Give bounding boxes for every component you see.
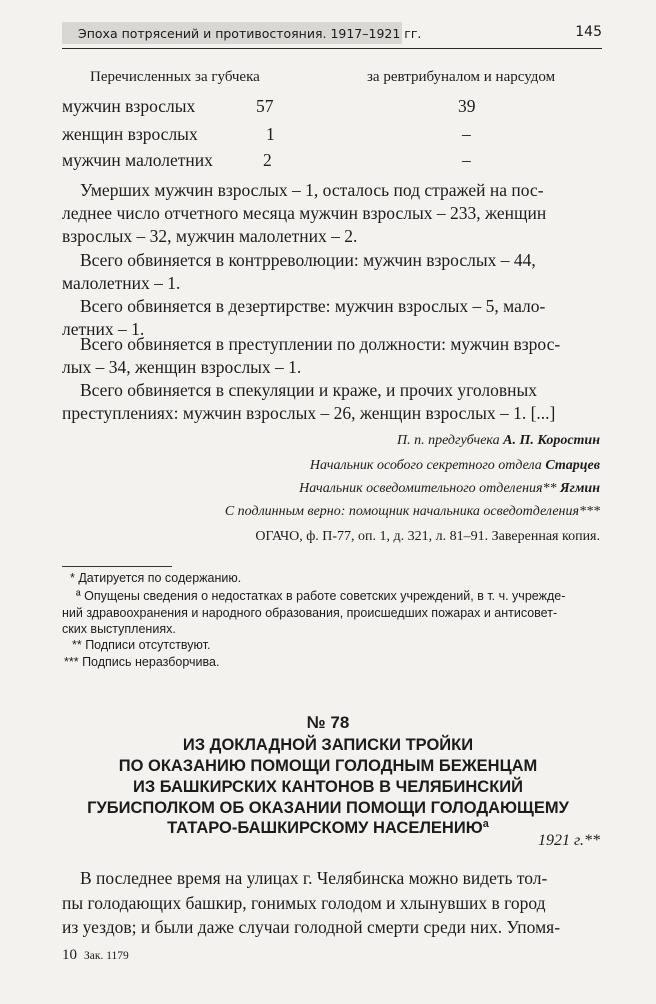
paragraph-line: Всего обвиняется в преступлении по должности: мужчин взрос-	[80, 334, 561, 354]
paragraph-line: лых – 34, женщин взрослых – 1.	[62, 357, 302, 377]
running-header	[62, 22, 602, 49]
signature-role: С подлинным верно: помощник начальника осведотделения***	[224, 504, 600, 519]
signature-name: Ягмин	[560, 481, 600, 496]
footnote: ª Опущены сведения о недостатках в работе советских учреждений, в т. ч. учрежде-	[76, 589, 566, 603]
print-order: Зак. 1179	[84, 950, 129, 962]
paragraph-line: Всего обвиняется в контрреволюции: мужчин взрослых – 44,	[80, 250, 536, 270]
table-row-value: 1	[266, 124, 275, 144]
paragraph-line: пы голодающих башкир, гонимых голодом и хлынувших в город	[62, 893, 546, 913]
running-title: Эпоха потрясений и противостояния. 1917–1921 гг.	[78, 26, 422, 41]
signature-line	[299, 481, 600, 497]
archive-reference: ОГАЧО, ф. П-77, оп. 1, д. 321, л. 81–91. Заверенная копия.	[255, 529, 600, 544]
table-row-value: 2	[263, 150, 272, 170]
paragraph-line: Умерших мужчин взрослых – 1, осталось под стражей на пос-	[80, 180, 544, 200]
table-row-value: –	[462, 150, 471, 170]
table-col1-head: Перечисленных за губчека	[90, 69, 260, 85]
paragraph-line: леднее число отчетного месяца мужчин взрослых – 233, женщин	[62, 203, 547, 223]
document-number: № 78	[306, 713, 350, 732]
document-date: 1921 г.**	[537, 832, 600, 849]
table-row-label: женщин взрослых	[62, 124, 198, 144]
footnote-rule	[62, 566, 172, 567]
signature-line	[225, 504, 600, 520]
paragraph-line: преступлениях: мужчин взрослых – 26, женщин взрослых – 1. [...]	[62, 403, 556, 423]
signature-line	[310, 458, 600, 474]
document-title-line: ГУБИСПОЛКОМ ОБ ОКАЗАНИИ ПОМОЩИ ГОЛОДАЮЩЕМУ	[87, 799, 569, 817]
table-row-value: –	[462, 124, 471, 144]
signature-name: Старцев	[545, 458, 600, 473]
table-row-value: 57	[256, 96, 274, 116]
table-row-label: мужчин малолетних	[62, 150, 213, 170]
paragraph-line: В последнее время на улицах г. Челябинска можно видеть тол-	[80, 868, 548, 888]
table-col2-head: за ревтрибуналом и нарсудом	[367, 69, 556, 85]
sheet-number: 10	[62, 947, 77, 963]
paragraph-line: взрослых – 32, мужчин малолетних – 2.	[62, 226, 358, 246]
signature-name: А. П. Коростин	[503, 433, 600, 448]
document-title-line: ИЗ БАШКИРСКИХ КАНТОНОВ В ЧЕЛЯБИНСКИЙ	[133, 778, 523, 796]
paragraph-line: Всего обвиняется в дезертирстве: мужчин взрослых – 5, мало-	[80, 296, 546, 316]
signature-role: Начальник особого секретного отдела	[309, 458, 546, 473]
signature-role: Начальник осведомительного отделения**	[299, 481, 561, 496]
signature-line	[397, 433, 600, 449]
footnote: ний здравоохранения и народного образования, происшедших пожарах и антисовет-	[62, 606, 558, 620]
document-title-line: ПО ОКАЗАНИЮ ПОМОЩИ ГОЛОДНЫМ БЕЖЕНЦАМ	[118, 757, 538, 775]
footnote: *** Подпись неразборчива.	[64, 655, 220, 669]
paragraph-line: Всего обвиняется в спекуляции и краже, и прочих уголовных	[80, 380, 538, 400]
table-row-value: 39	[458, 96, 476, 116]
page-number: 145	[575, 24, 602, 40]
paragraph-line: малолетних – 1.	[62, 273, 181, 293]
footnote: ** Подписи отсутствуют.	[72, 638, 211, 652]
paragraph-line: из уездов; и были даже случаи голодной смерти среди них. Упомя-	[62, 917, 561, 937]
footnote: * Датируется по содержанию.	[70, 571, 242, 585]
document-title-line: ТАТАРО-БАШКИРСКОМУ НАСЕЛЕНИЮª	[167, 819, 489, 837]
signature-role: П. п. предгубчека	[396, 433, 504, 448]
paragraph-line: летних – 1.	[62, 319, 145, 339]
footnote: ских выступлениях.	[62, 622, 176, 636]
document-title-line: ИЗ ДОКЛАДНОЙ ЗАПИСКИ ТРОЙКИ	[182, 736, 474, 754]
table-row-label: мужчин взрослых	[62, 96, 196, 116]
